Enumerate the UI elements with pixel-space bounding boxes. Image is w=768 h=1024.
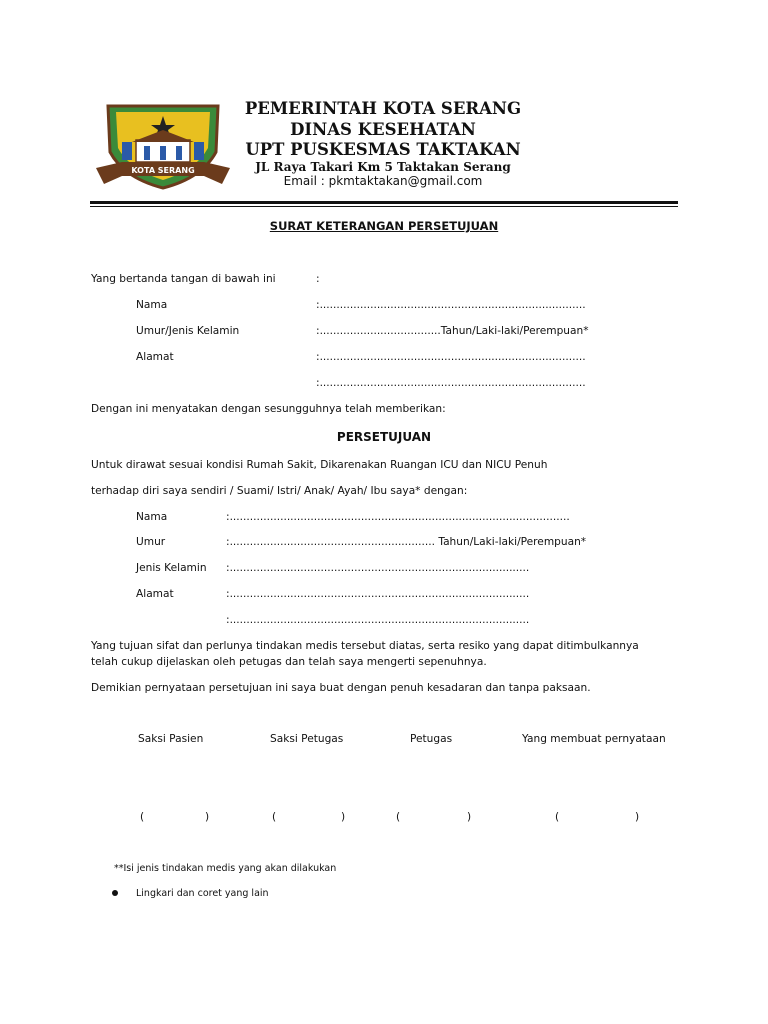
explanation-line-2: telah cukup dijelaskan oleh petugas dan telah saya mengerti sepenuhnya. bbox=[91, 656, 487, 668]
signature-label-officer: Petugas bbox=[410, 733, 453, 745]
patient-address-field-2: :......................................................................................... bbox=[226, 614, 530, 626]
signature-label-declarant: Yang membuat pernyataan bbox=[522, 733, 666, 745]
patient-name-label: Nama bbox=[136, 511, 168, 523]
signature-close-paren-4: ) bbox=[635, 811, 640, 823]
patient-age-label: Umur bbox=[136, 536, 166, 548]
letterhead bbox=[230, 98, 536, 188]
declarant-address-field-2: :............................................................................... bbox=[316, 377, 586, 389]
kota-serang-logo bbox=[92, 102, 234, 194]
signature-close-paren-1: ) bbox=[205, 811, 210, 823]
letterhead-email: Email : pkmtaktakan@gmail.com bbox=[283, 174, 483, 188]
signature-open-paren-1: ( bbox=[140, 811, 145, 823]
signature-close-paren-2: ) bbox=[341, 811, 346, 823]
statement-text: Dengan ini menyatakan dengan sesungguhnya telah memberikan: bbox=[91, 403, 446, 415]
signature-close-paren-3: ) bbox=[467, 811, 472, 823]
signature-open-paren-3: ( bbox=[396, 811, 401, 823]
declarant-age-gender-field: :....................................Tahun/Laki-laki/Perempuan* bbox=[316, 325, 589, 337]
document-title: SURAT KETERANGAN PERSETUJUAN bbox=[269, 219, 499, 233]
declarant-address-label: Alamat bbox=[136, 351, 174, 363]
letterhead-address: JL Raya Takari Km 5 Taktakan Serang bbox=[255, 160, 511, 174]
declarant-intro-colon: : bbox=[316, 273, 320, 285]
letterhead-line3: UPT PUSKESMAS TAKTAKAN bbox=[245, 140, 521, 159]
declarant-name-field: :............................................................................... bbox=[316, 299, 586, 311]
bullet-icon bbox=[112, 890, 118, 896]
footnote-procedure: **Isi jenis tindakan medis yang akan dilakukan bbox=[114, 863, 337, 874]
footnote-circle-strike: Lingkari dan coret yang lain bbox=[136, 888, 269, 899]
signature-label-patient-witness: Saksi Pasien bbox=[138, 733, 204, 745]
declarant-address-field: :............................................................................... bbox=[316, 351, 586, 363]
patient-gender-label: Jenis Kelamin bbox=[136, 562, 207, 574]
closing-statement: Demikian pernyataan persetujuan ini saya buat dengan penuh kesadaran dan tanpa paksaan. bbox=[91, 682, 591, 694]
signature-open-paren-2: ( bbox=[272, 811, 277, 823]
declarant-name-label: Nama bbox=[136, 299, 168, 311]
consent-line-1: Untuk dirawat sesuai kondisi Rumah Sakit, Dikarenakan Ruangan ICU dan NICU Penuh bbox=[91, 459, 548, 471]
signature-open-paren-4: ( bbox=[555, 811, 560, 823]
signature-label-staff-witness: Saksi Petugas bbox=[270, 733, 344, 745]
section-title: PERSETUJUAN bbox=[336, 430, 432, 444]
declarant-intro: Yang bertanda tangan di bawah ini bbox=[91, 273, 276, 285]
header-divider-thin bbox=[90, 206, 678, 207]
logo-banner-text: KOTA SERANG bbox=[131, 166, 195, 175]
declarant-age-gender-label: Umur/Jenis Kelamin bbox=[136, 325, 240, 337]
consent-line-2: terhadap diri saya sendiri / Suami/ Istri/ Anak/ Ayah/ Ibu saya* dengan: bbox=[91, 485, 468, 497]
header-divider-thick bbox=[90, 201, 678, 204]
letterhead-line1: PEMERINTAH KOTA SERANG bbox=[244, 99, 522, 118]
patient-age-field: :............................................................. Tahun/Laki-laki/Perempuan* bbox=[226, 536, 587, 548]
explanation-line-1: Yang tujuan sifat dan perlunya tindakan medis tersebut diatas, serta resiko yang dapat ditimbulkannya bbox=[91, 640, 639, 652]
patient-name-field: :..................................................................................................... bbox=[226, 511, 570, 523]
patient-address-field: :......................................................................................... bbox=[226, 588, 530, 600]
patient-address-label: Alamat bbox=[136, 588, 174, 600]
patient-gender-field: :......................................................................................... bbox=[226, 562, 530, 574]
letterhead-line2: DINAS KESEHATAN bbox=[290, 120, 476, 139]
